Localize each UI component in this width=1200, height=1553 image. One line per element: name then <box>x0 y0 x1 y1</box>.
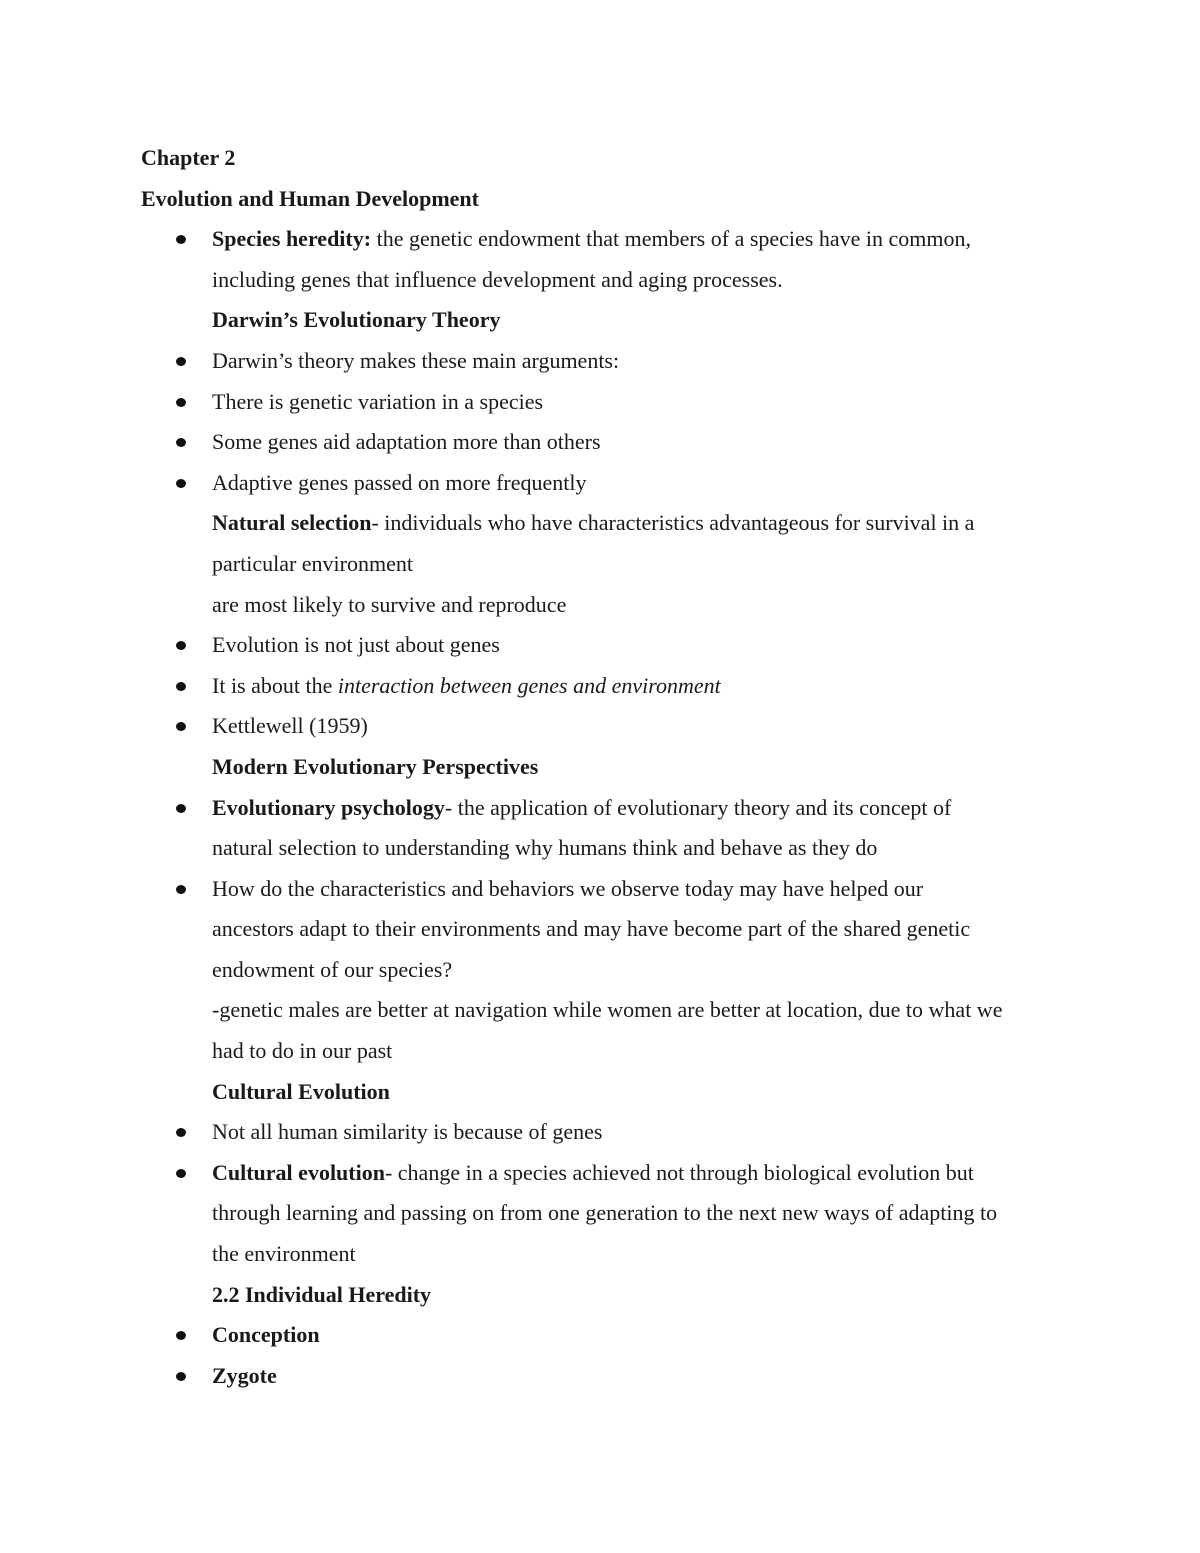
text-line <box>141 260 1101 301</box>
bullet-item <box>141 666 1101 707</box>
line-text: ancestors adapt to their environments and may have become part of the shared genetic <box>212 916 971 942</box>
section-heading <box>141 1275 1101 1316</box>
bullet-item <box>141 382 1101 423</box>
text-line <box>141 1193 1101 1234</box>
line-text: natural selection to understanding why humans think and behave as they do <box>212 835 878 861</box>
bullet-item <box>141 706 1101 747</box>
text-line <box>141 990 1101 1031</box>
bold-term: Species heredity: <box>212 226 372 252</box>
bullet-icon <box>176 885 186 894</box>
line-text: - the application of evolutionary theory and its concept of <box>444 794 952 820</box>
line-text: Kettlewell (1959) <box>212 713 368 739</box>
text-line <box>141 909 1101 950</box>
bold-term: Modern Evolutionary Perspectives <box>212 753 539 779</box>
text-line <box>141 1234 1101 1275</box>
bullet-icon <box>176 1128 186 1137</box>
document-title: Evolution and Human Development <box>141 185 479 211</box>
bold-term: Cultural Evolution <box>212 1078 390 1104</box>
section-heading <box>141 1072 1101 1113</box>
line-text: are most likely to survive and reproduce <box>212 591 567 617</box>
bold-term: Natural selection <box>212 510 372 536</box>
bold-term: Evolutionary psychology <box>212 794 445 820</box>
bold-term: Darwin’s Evolutionary Theory <box>212 307 501 333</box>
line-text: There is genetic variation in a species <box>212 388 544 414</box>
line-text: through learning and passing on from one generation to the next new ways of adapting to <box>212 1200 998 1226</box>
bullet-icon <box>176 357 186 366</box>
document-page <box>141 138 1101 1396</box>
bold-term: 2.2 Individual Heredity <box>212 1281 432 1307</box>
bullet-icon <box>176 1331 186 1340</box>
line-text: Some genes aid adaptation more than others <box>212 429 601 455</box>
bullet-icon <box>176 1169 186 1178</box>
text-line <box>141 585 1101 626</box>
bullet-icon <box>176 804 186 813</box>
line-text: Darwin’s theory makes these main arguments: <box>212 347 620 373</box>
text-line <box>141 828 1101 869</box>
bullet-icon <box>176 438 186 447</box>
bullet-item <box>141 422 1101 463</box>
bullet-item <box>141 341 1101 382</box>
line-text: Evolution is not just about genes <box>212 632 500 658</box>
bullet-item <box>141 869 1101 910</box>
bullet-icon <box>176 641 186 650</box>
line-text: Adaptive genes passed on more frequently <box>212 469 587 495</box>
bold-term: Zygote <box>212 1362 277 1388</box>
text-line <box>141 544 1101 585</box>
line-text: It is about the <box>212 672 338 698</box>
document-body <box>141 219 1101 1396</box>
bullet-icon <box>176 479 186 488</box>
line-text: the genetic endowment that members of a species have in common, <box>371 226 971 252</box>
bullet-item <box>141 1112 1101 1153</box>
bold-term: Cultural evolution <box>212 1159 385 1185</box>
text-line <box>141 1031 1101 1072</box>
section-heading <box>141 300 1101 341</box>
line-text: particular environment <box>212 550 413 576</box>
line-text: the environment <box>212 1241 356 1267</box>
text-line <box>141 503 1101 544</box>
bullet-item <box>141 1356 1101 1397</box>
bullet-icon <box>176 1372 186 1381</box>
bullet-item <box>141 625 1101 666</box>
bullet-item <box>141 1315 1101 1356</box>
line-text: including genes that influence development and aging processes. <box>212 266 783 292</box>
bullet-item <box>141 788 1101 829</box>
bullet-icon <box>176 235 186 244</box>
line-text: -genetic males are better at navigation while women are better at location, due to what we <box>212 997 1003 1023</box>
text-line <box>141 950 1101 991</box>
section-heading <box>141 747 1101 788</box>
italic-phrase: interaction between genes and environment <box>337 672 721 698</box>
bullet-icon <box>176 398 186 407</box>
bullet-item <box>141 219 1101 260</box>
bullet-item <box>141 463 1101 504</box>
bullet-item <box>141 1153 1101 1194</box>
bullet-icon <box>176 722 186 731</box>
line-text: - individuals who have characteristics advantageous for survival in a <box>371 510 975 536</box>
line-text: had to do in our past <box>212 1038 393 1064</box>
bullet-icon <box>176 682 186 691</box>
chapter-label: Chapter 2 <box>141 145 236 170</box>
line-text: Not all human similarity is because of genes <box>212 1119 603 1145</box>
line-text: - change in a species achieved not through biological evolution but <box>384 1159 974 1185</box>
bold-term: Conception <box>212 1322 320 1348</box>
line-text: endowment of our species? <box>212 956 453 982</box>
line-text: How do the characteristics and behaviors we observe today may have helped our <box>212 875 924 901</box>
